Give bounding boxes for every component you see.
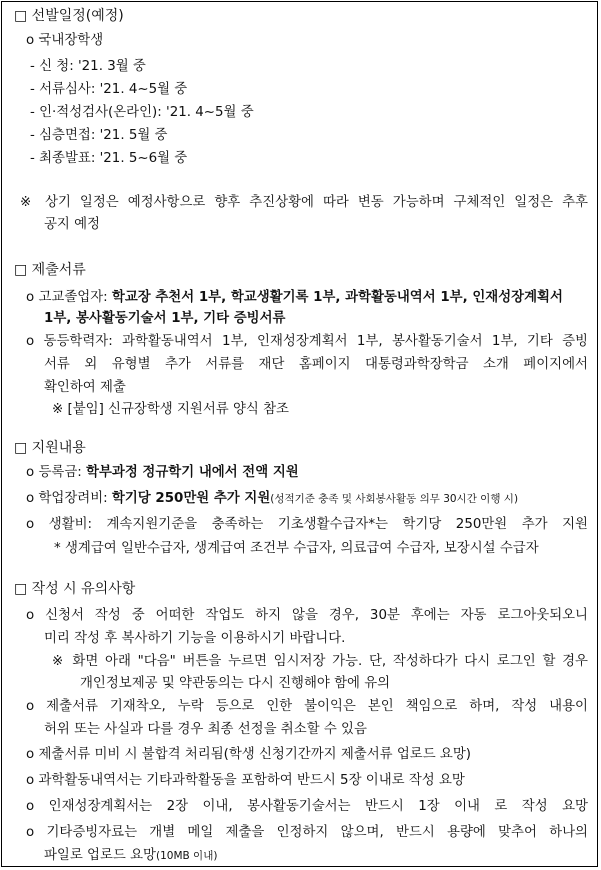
doc-item-graduate-list: 학교장 추천서 1부, 학교생활기록 1부, 과학활동내역서 1부, 인재성장계획서 xyxy=(111,290,563,305)
support-tuition-detail: 학부과정 정규학기 내에서 전액 지원 xyxy=(86,465,299,480)
schedule-item-doc-review: - 서류심사: '21. 4~5월 중 xyxy=(30,82,188,97)
doc-item-equivalent-line1: o 동등학력자: 과학활동내역서 1부, 인재성장계획서 1부, 봉사활동기술서 1부, 기타 증빙 xyxy=(26,334,588,349)
caution-item-page-limits: o 인재성장계획서는 2장 이내, 봉사활동기술서는 반드시 1장 이내 로 작성 요망 xyxy=(26,799,588,814)
schedule-item-apply: - 신 청: '21. 3월 중 xyxy=(30,59,146,74)
caution-temp-save-note-line1: ※ 화면 아래 "다음" 버튼을 누르면 임시저장 가능. 단, 작성하다가 다시 로그인 할 경우 xyxy=(52,654,588,669)
caution-temp-save-note-line2: 개인정보제공 및 약관동의는 다시 진행해야 함에 유의 xyxy=(80,676,391,691)
support-academic-condition: (성적기준 충족 및 사회봉사활동 의무 30시간 이행 시) xyxy=(270,493,519,505)
support-item-tuition xyxy=(26,464,299,482)
caution-upload-size-limit: (10MB 이내) xyxy=(156,850,218,862)
schedule-item-aptitude: - 인·적성검사(온라인): '21. 4~5월 중 xyxy=(30,105,254,120)
schedule-item-interview: - 심층면접: '21. 5월 중 xyxy=(30,128,168,143)
caution-item-autologout-line1: o 신청서 작성 중 어떠한 작업도 하지 않을 경우, 30분 후에는 자동 로그아웃되오니 xyxy=(26,608,588,623)
section-title-cautions: □ 작성 시 유의사항 xyxy=(14,581,136,597)
doc-item-equivalent-line2: 서류 외 유형별 추가 서류를 재단 홈페이지 대통령과학장학금 소개 페이지에서 xyxy=(44,357,588,372)
caution-item-science-activity: o 과학활동내역서는 기타과학활동을 포함하여 반드시 5장 이내로 작성 요망 xyxy=(26,773,465,788)
caution-item-liability-line1: o 제출서류 기재착오, 누락 등으로 인한 불이익은 본인 책임으로 하며, 작성 내용이 xyxy=(26,699,588,714)
caution-item-upload-line1: o 기타증빙자료는 개별 메일 제출을 인정하지 않으며, 반드시 용량에 맞추어 하나의 xyxy=(26,825,588,840)
section-title-documents: □ 제출서류 xyxy=(14,262,86,278)
support-academic-detail: 학기당 250만원 추가 지원 xyxy=(111,491,271,506)
support-academic-prefix: o 학업장려비: xyxy=(26,491,112,506)
caution-item-autologout-line2: 미리 작성 후 복사하기 기능을 이용하시기 바랍니다. xyxy=(44,631,346,646)
doc-item-graduate-prefix: o 고교졸업자: xyxy=(26,290,112,305)
doc-item-equivalent-line3: 확인하여 제출 xyxy=(44,380,126,395)
support-living-note: * 생계급여 일반수급자, 생계급여 조건부 수급자, 의료급여 수급자, 보장시설 수급자 xyxy=(54,541,539,556)
section-title-schedule: □ 선발일정(예정) xyxy=(14,8,124,24)
schedule-note-line2: 공지 예정 xyxy=(44,217,100,232)
doc-attachment-note: ※ [붙임] 신규장학생 지원서류 양식 참조 xyxy=(52,402,289,417)
sub-domestic-scholar: o 국내장학생 xyxy=(26,33,104,48)
doc-item-graduate-line1 xyxy=(26,289,563,307)
schedule-item-final: - 최종발표: '21. 5~6월 중 xyxy=(30,151,188,166)
caution-item-missing-docs: o 제출서류 미비 시 불합격 처리됨(학생 신청기간까지 제출서류 업로드 요망) xyxy=(26,747,472,762)
caution-item-upload-line2 xyxy=(44,847,217,865)
support-item-living: o 생활비: 계속지원기준을 충족하는 기초생활수급자*는 학기당 250만원 추가 지원 xyxy=(26,517,588,532)
doc-item-graduate-line2: 1부, 봉사활동기술서 1부, 기타 증빙서류 xyxy=(44,311,286,326)
support-item-academic xyxy=(26,490,518,508)
caution-item-liability-line2: 허위 또는 사실과 다를 경우 최종 선정을 취소할 수 있음 xyxy=(44,722,367,737)
support-tuition-prefix: o 등록금: xyxy=(26,465,87,480)
caution-upload-text: 파일로 업로드 요망 xyxy=(44,848,156,863)
schedule-note-line1: ※ 상기 일정은 예정사항으로 향후 추진상황에 따라 변동 가능하며 구체적인 일정은 추후 xyxy=(20,195,588,210)
section-title-support: □ 지원내용 xyxy=(14,440,86,456)
